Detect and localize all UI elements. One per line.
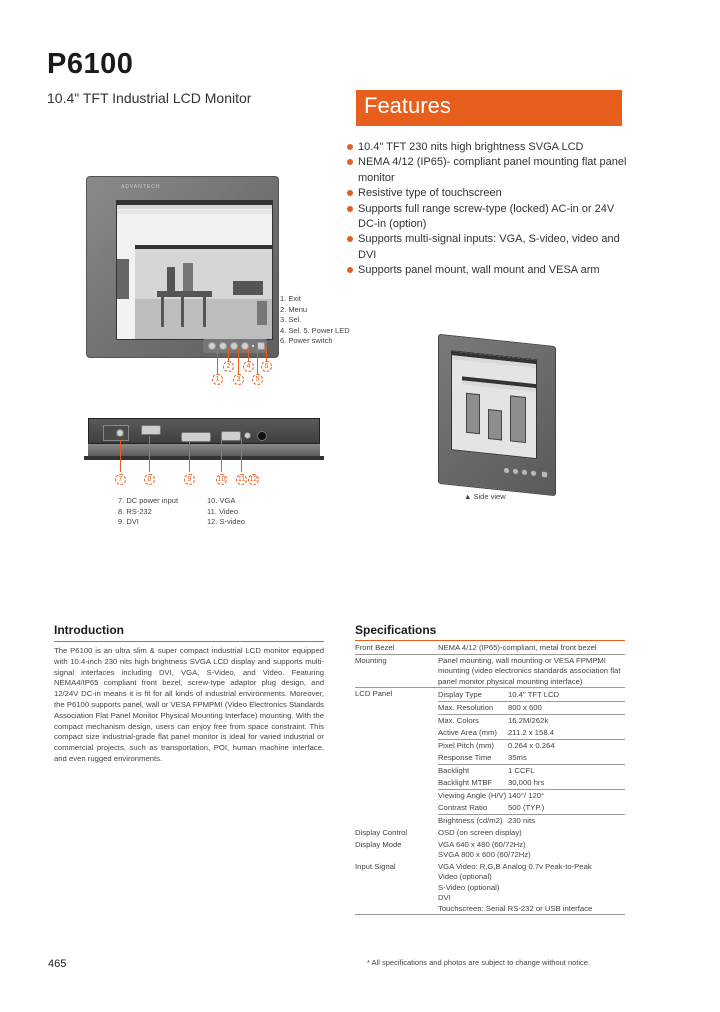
- rs232-port-icon: [141, 425, 161, 435]
- callout-5: 5: [252, 374, 263, 385]
- callout-2: 2: [223, 361, 234, 372]
- vga-port-icon: [221, 431, 241, 441]
- bullet-icon: [347, 236, 353, 242]
- spec-row: Front Bezel NEMA 4/12 (IP65)-compliant, metal front bezel: [355, 642, 625, 655]
- power-switch-icon: [257, 342, 265, 350]
- side-control-panel: [503, 464, 547, 483]
- callout-6: 6: [261, 361, 272, 372]
- callout-1: 1: [212, 374, 223, 385]
- monitor-screen: [451, 350, 537, 459]
- spec-subrow: Pixel Pitch (mm) 0.264 x 0.264: [438, 741, 555, 750]
- feature-item: Supports multi-signal inputs: VGA, S-video, video and DVI: [346, 232, 636, 263]
- spec-row: Input Signal VGA Video: R,G,B Analog 0.7v Peak-to-Peak Video (optional) S-Video (optional) DVI Touchscreen: Serial RS-232 or USB interface: [355, 861, 625, 916]
- spec-subrow: Response Time 35ms: [438, 752, 625, 765]
- rear-legend-left: 7. DC power input 8. RS-232 9. DVI: [118, 496, 179, 527]
- front-legend: 1. Exit 2. Menu 3. Sel. 4. Sel. 5. Power LED 6. Power switch: [280, 294, 350, 346]
- spec-subrow: Backlight 1 CCFL: [438, 766, 535, 775]
- callout-7: 7: [115, 474, 126, 485]
- spec-subrow: Active Area (mm) 211.2 x 158.4: [438, 727, 625, 740]
- dc-power-input-icon: [116, 429, 124, 437]
- callout-10: 10: [217, 476, 226, 483]
- callout-11: 11: [237, 476, 246, 483]
- page-number: 465: [48, 958, 67, 970]
- spec-subrow: Backlight MTBF 30,000 hrs: [438, 777, 625, 790]
- feature-item: Supports panel mount, wall mount and VESA arm: [346, 263, 636, 278]
- spec-row: Display Control OSD (on screen display): [355, 828, 522, 837]
- bullet-icon: [347, 159, 353, 165]
- side-view-monitor-photo: [438, 334, 556, 496]
- front-monitor-photo: [86, 176, 279, 358]
- feature-item: Supports full range screw-type (locked) AC-in or 24V DC-in (option): [346, 202, 636, 233]
- spec-subrow: Brightness (cd/m2) 230 nits: [438, 816, 535, 825]
- video-jack-icon: [244, 432, 251, 439]
- spec-row: Mounting Panel mounting, wall mounting or VESA FPMPMI mounting (video electronics standards association flat panel monitor physical mounting interface): [355, 655, 625, 689]
- bullet-icon: [347, 144, 353, 150]
- triangle-icon: ▲: [464, 492, 474, 501]
- menu-button-icon: [219, 342, 227, 350]
- features-title: Features: [364, 93, 451, 118]
- lcd-panel-subtable: [438, 688, 625, 827]
- spec-subrow: Max. Resolution 800 x 600: [438, 702, 625, 715]
- rear-io-panel-photo: [88, 418, 320, 444]
- monitor-screen: [116, 200, 273, 340]
- callout-12: 12: [249, 476, 258, 483]
- specifications-table: [355, 642, 625, 915]
- select-down-button-icon: [230, 342, 238, 350]
- feature-item: NEMA 4/12 (IP65)- compliant panel mounting flat panel monitor: [346, 155, 636, 186]
- bullet-icon: [347, 190, 353, 196]
- exit-button-icon: [208, 342, 216, 350]
- power-led-icon: [252, 345, 254, 347]
- spec-row-lcd-panel: LCD Panel Display Type 10.4" TFT LCD Max. Resolution 800 x 600 Max. Colors 16.2M/262k Active Area (mm) 211.2 x 158.4 Pixel Pitch (mm) 0.264 x 0.264 Response Time 35ms Backlight 1 CCFL Backlight MTBF 30,000 hrs Viewing Angle (H/V) 140°/ 120° Contrast Ratio 500 (TYP.) Brightness (cd/m2) 230 nits: [355, 688, 625, 827]
- callout-4: 4: [243, 361, 254, 372]
- spec-subrow: Viewing Angle (H/V) 140°/ 120°: [438, 791, 545, 800]
- spec-row: Display Mode VGA 640 x 480 (60/72Hz) SVGA 800 x 600 (60/72Hz): [355, 839, 531, 859]
- introduction-title: Introduction: [54, 623, 124, 637]
- spec-subrow: Display Type 10.4" TFT LCD: [438, 689, 625, 702]
- s-video-port-icon: [257, 431, 267, 441]
- spec-subrow: Contrast Ratio 500 (TYP.): [438, 802, 625, 815]
- side-view-caption: ▲ Side view: [464, 492, 506, 501]
- brand-logo: ADVANTECH: [121, 184, 161, 190]
- features-banner: [356, 90, 622, 126]
- callout-3: 3: [233, 374, 244, 385]
- rear-legend-right: 10. VGA 11. Video 12. S-video: [207, 496, 245, 527]
- feature-item: Resistive type of touchscreen: [346, 186, 636, 201]
- bullet-icon: [347, 267, 353, 273]
- feature-item: 10.4" TFT 230 nits high brightness SVGA LCD: [346, 140, 636, 155]
- specifications-rule: [355, 640, 625, 641]
- introduction-text: The P6100 is an ultra slim & super compact industrial LCD monitor equipped with 10.4-inch 230 nits high brightness SVGA LCD display and supports multi-signal interfaces including DVI, VGA, S-Video, and Video. Featuring NEMA4/IP65 compliant front bezel, screw-type adaptor plug design, and 12/24V DC-in means it is fit for all kinds of industrial environments. Moreover, the P6100 supports panel, wall or VESA FPMPMI (Video Electronics Standards Association Flat Panel Monitor Physical Mounting Interface) mounting. With the compact mechanism design, users can enjoy free from space constraint. This compact size industrial-grade flat panel monitor is ideal for varied industrial or commercial projects, such as transportation, POI, human machine interface, and even rugged environments.: [54, 646, 324, 763]
- bullet-icon: [347, 206, 353, 212]
- spec-subrow: Max. Colors 16.2M/262k: [438, 716, 549, 725]
- introduction-rule: [54, 641, 324, 642]
- product-subtitle: 10.4" TFT Industrial LCD Monitor: [47, 90, 252, 106]
- specifications-title: Specifications: [355, 623, 437, 637]
- callout-8: 8: [144, 474, 155, 485]
- callout-9: 9: [184, 474, 195, 485]
- footnote: * All specifications and photos are subject to change without notice.: [367, 958, 591, 967]
- dvi-port-icon: [181, 432, 211, 442]
- product-model: P6100: [47, 48, 134, 80]
- feature-list: [346, 140, 636, 279]
